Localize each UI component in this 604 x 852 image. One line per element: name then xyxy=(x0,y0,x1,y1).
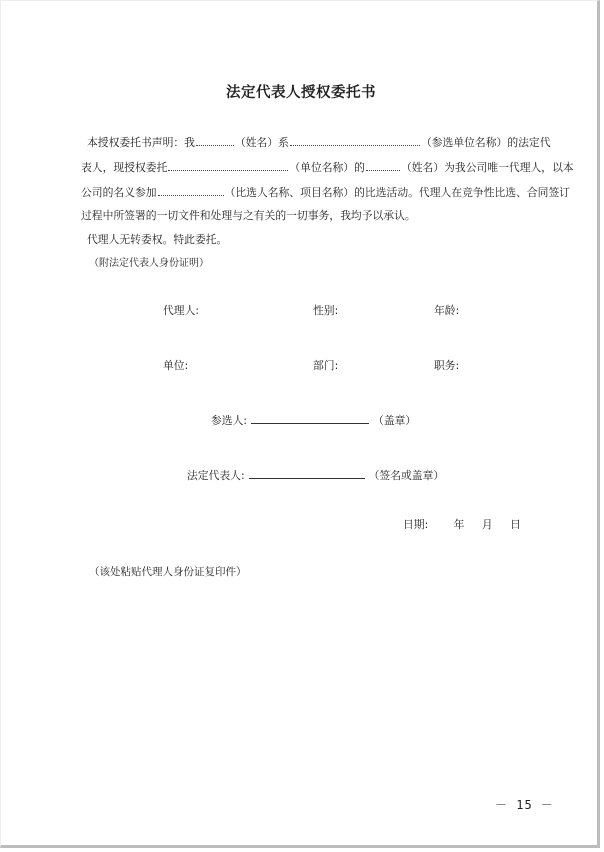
date-day: 日 xyxy=(510,518,521,531)
statement-text: 公司的名义参加 xyxy=(81,186,157,199)
participant-label: 参选人: xyxy=(211,414,248,427)
statement-line-1 xyxy=(87,134,551,150)
document-title: 法定代表人授权委托书 xyxy=(226,84,376,101)
legal-rep-label: 法定代表人: xyxy=(187,469,245,482)
legal-rep-sign-note: （签名或盖章） xyxy=(368,469,445,482)
gender-label: 性别: xyxy=(313,304,339,317)
attachment-note: （附法定代表人身份证明） xyxy=(89,258,209,269)
statement-line-2 xyxy=(81,159,574,175)
date-month: 月 xyxy=(481,518,493,531)
page-number: － 15 － xyxy=(495,798,554,812)
participant-seal-note: （盖章） xyxy=(373,414,417,427)
dept-label: 部门: xyxy=(313,359,339,372)
agent-label: 代理人: xyxy=(163,304,200,317)
age-label: 年龄: xyxy=(434,304,460,317)
statement-text: （参选单位名称）的法定代 xyxy=(420,136,551,149)
date-row xyxy=(403,517,521,532)
blank-project xyxy=(158,184,224,196)
blank-delegate-unit xyxy=(168,159,288,171)
position-label: 职务: xyxy=(434,359,460,372)
statement-text: （比选人名称、项目名称）的比选活动。代理人在竞争性比选、合同签订 xyxy=(224,186,571,199)
participant-signature-line xyxy=(251,412,369,424)
id-copy-paste-note: （该处粘贴代理人身份证复印件） xyxy=(89,566,247,578)
legal-rep-signature-line xyxy=(249,467,365,479)
blank-delegate-name xyxy=(366,159,400,171)
statement-line-5: 代理人无转委权。特此委托。 xyxy=(87,233,228,246)
statement-line-4: 过程中所签署的一切文件和处理与之有关的一切事务，我均予以承认。 xyxy=(81,209,416,222)
statement-text: （姓名）为我公司唯一代理人，以本 xyxy=(400,161,574,174)
legal-rep-signature-row xyxy=(187,467,444,483)
blank-name xyxy=(196,134,234,146)
statement-text: 本授权委托书声明：我 xyxy=(87,136,195,149)
statement-text: （姓名）系 xyxy=(234,136,289,149)
date-year: 年 xyxy=(453,518,465,531)
unit-label: 单位: xyxy=(163,359,189,372)
date-label: 日期: xyxy=(403,518,429,531)
blank-unit-name xyxy=(290,134,420,146)
participant-signature-row xyxy=(211,412,416,428)
statement-text: （单位名称）的 xyxy=(289,161,365,174)
statement-line-3 xyxy=(81,184,570,200)
statement-text: 表人，现授权委托 xyxy=(81,161,168,174)
